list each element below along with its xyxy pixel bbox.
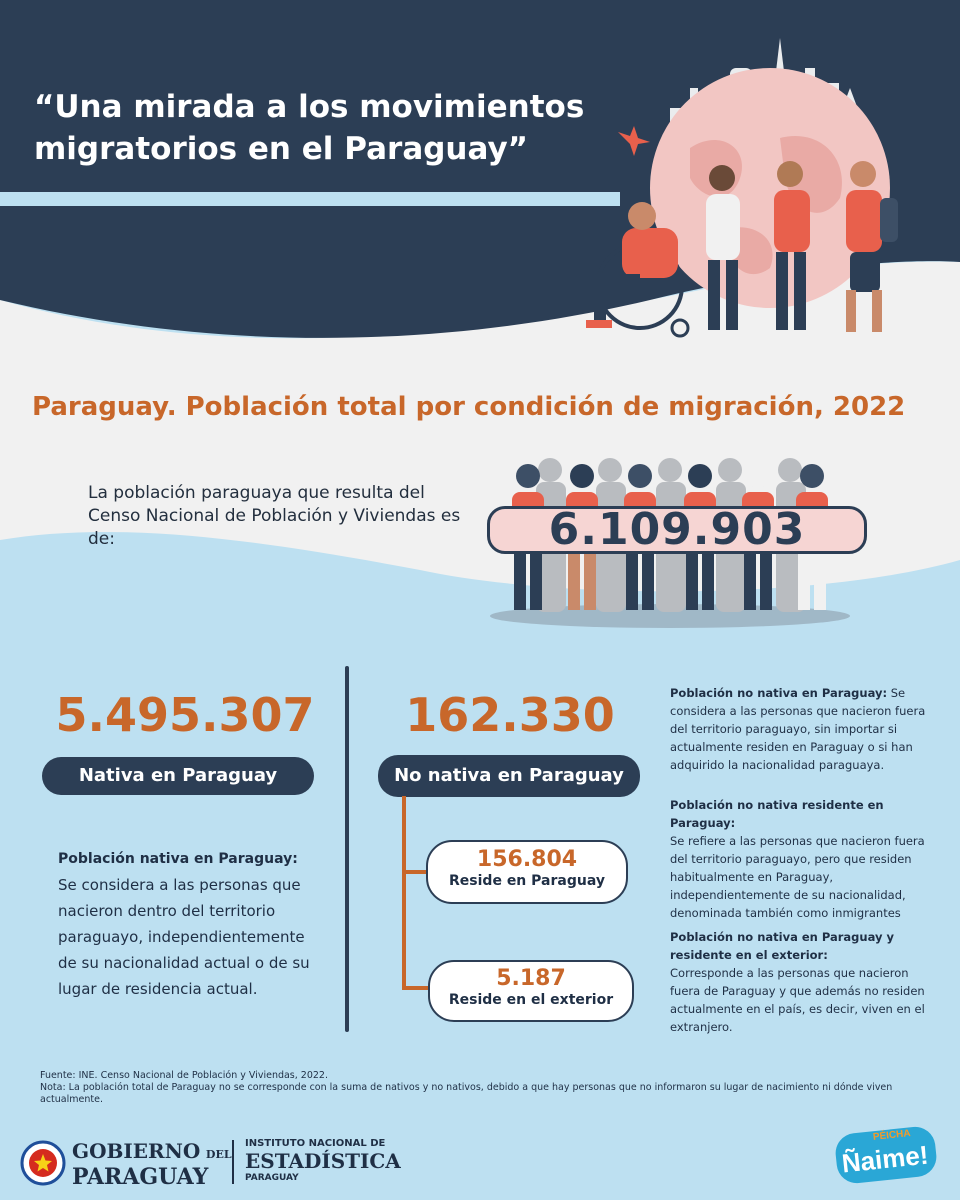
native-definition-text: Se considera a las personas que nacieron dentro del territorio paraguayo, independientemente de su nacionalidad actual o de su lugar de residencia actual. xyxy=(58,876,310,998)
definition-nonnative xyxy=(670,684,940,774)
intro-text: La población paraguaya que resulta del Censo Nacional de Población y Viviendas es de: xyxy=(88,483,461,549)
gobierno-logo-text xyxy=(72,1140,232,1188)
native-label-pill: Nativa en Paraguay xyxy=(42,757,314,795)
resides-paraguay-value: 156.804 xyxy=(476,847,578,872)
footer-source: Fuente: INE. Censo Nacional de Población y Viviendas, 2022. xyxy=(40,1070,328,1081)
footer-notes xyxy=(40,1070,920,1106)
logo-separator xyxy=(232,1140,234,1184)
definition-title: Población no nativa en Paraguay: xyxy=(670,686,888,700)
definition-text: Corresponde a las personas que nacieron fuera de Paraguay y que además no residen actualmente en el país, es decir, viven en el extranjero. xyxy=(670,966,925,1034)
gobierno-del: DEL xyxy=(205,1148,232,1161)
resides-paraguay-box xyxy=(426,840,628,904)
nonnative-population-value: 162.330 xyxy=(405,688,615,742)
definition-text: Se considera a las personas que nacieron fuera del territorio paraguayo, sin importar si actualmente residen en Paraguay o si han adquirido la nacionalidad paraguaya. xyxy=(670,686,926,772)
ine-line2: ESTADÍSTICA xyxy=(245,1149,401,1173)
resides-abroad-label: Reside en el exterior xyxy=(448,992,614,1008)
definition-nonnative-resident xyxy=(670,796,940,922)
column-divider xyxy=(345,666,349,1032)
gobierno-line1: GOBIERNO xyxy=(72,1139,201,1163)
native-definition-title: Población nativa en Paraguay: xyxy=(58,851,298,867)
gobierno-seal-logo xyxy=(20,1140,66,1186)
resides-abroad-box xyxy=(428,960,634,1022)
definition-title: Población no nativa en Paraguay y residente en el exterior: xyxy=(670,930,894,962)
branch-connector xyxy=(396,796,436,996)
definition-title: Población no nativa residente en Paraguay: xyxy=(670,798,884,830)
svg-text:Ñaime!: Ñaime! xyxy=(840,1139,930,1179)
resides-paraguay-label: Reside en Paraguay xyxy=(449,873,605,889)
peicha-naime-badge xyxy=(832,1120,940,1184)
native-definition xyxy=(58,846,328,1002)
definition-nonnative-abroad xyxy=(670,928,940,1036)
resides-abroad-value: 5.187 xyxy=(496,966,566,991)
svg-text:PÉICHA: PÉICHA xyxy=(872,1128,912,1143)
native-population-value: 5.495.307 xyxy=(55,688,315,742)
nonnative-label-pill: No nativa en Paraguay xyxy=(378,755,640,797)
total-population-banner: 6.109.903 xyxy=(487,506,867,554)
ine-line1: INSTITUTO NACIONAL DE xyxy=(245,1138,386,1149)
ine-line3: PARAGUAY xyxy=(245,1173,299,1183)
footer-note: Nota: La población total de Paraguay no se corresponde con la suma de nativos y no nativos, debido a que hay personas que no informaron su lugar de nacimiento ni dónde viven actualmente. xyxy=(40,1082,893,1105)
section-title: Paraguay. Población total por condición de migración, 2022 xyxy=(32,392,906,422)
page-title: “Una mirada a los movimientos migratorios en el Paraguay” xyxy=(34,89,585,167)
gobierno-line2: PARAGUAY xyxy=(72,1164,209,1190)
migration-illustration xyxy=(580,28,920,348)
definition-text: Se refiere a las personas que nacieron fuera del territorio paraguayo, pero que residen habitualmente en Paraguay, independientemente de su nacionalidad, denominada también como inmigrantes xyxy=(670,834,925,920)
ine-logo xyxy=(245,1138,401,1183)
